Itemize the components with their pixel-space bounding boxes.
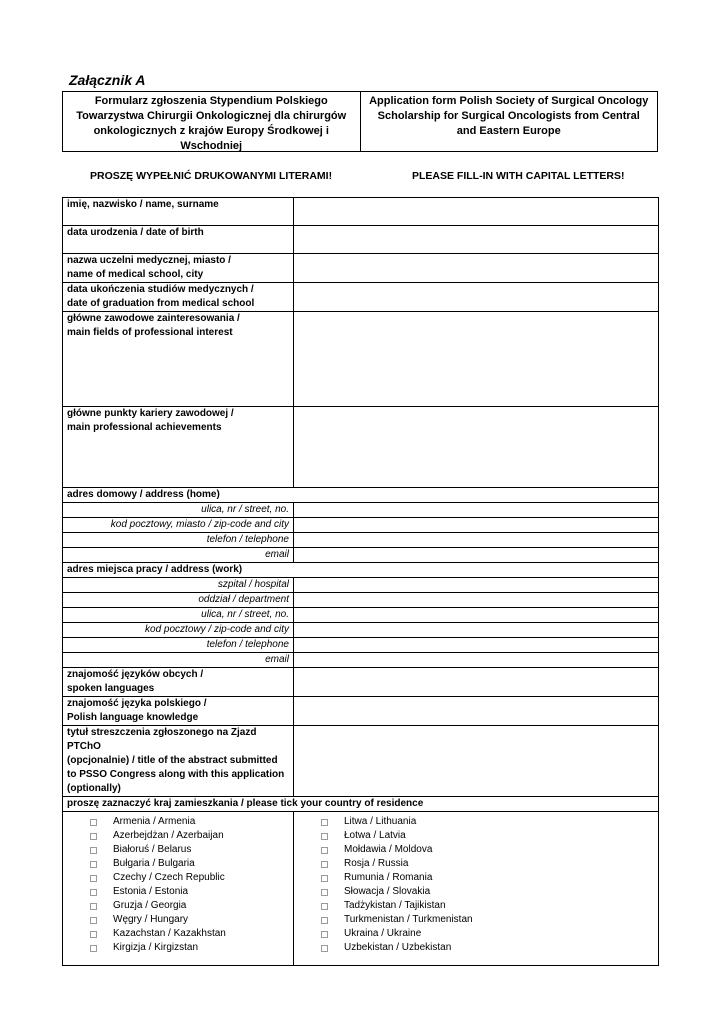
checkbox-icon[interactable] bbox=[321, 903, 328, 910]
country-option[interactable]: Estonia / Estonia bbox=[63, 885, 293, 899]
country-option[interactable]: Kazachstan / Kazakhstan bbox=[63, 927, 293, 941]
work-zip-label: kod pocztowy / zip-code and city bbox=[63, 623, 294, 638]
home-phone-label: telefon / telephone bbox=[63, 533, 294, 548]
graduation-label: data ukończenia studiów medycznych / date of graduation from medical school bbox=[63, 283, 294, 312]
checkbox-icon[interactable] bbox=[321, 861, 328, 868]
work-hospital-input[interactable] bbox=[294, 578, 659, 593]
country-option[interactable]: Bułgaria / Bulgaria bbox=[63, 857, 293, 871]
country-option[interactable]: Rumunia / Romania bbox=[294, 871, 658, 885]
work-email-label: email bbox=[63, 653, 294, 668]
dob-input[interactable] bbox=[294, 226, 659, 254]
school-label: nazwa uczelni medycznej, miasto / name of medical school, city bbox=[63, 254, 294, 283]
instruction-english: PLEASE FILL-IN WITH CAPITAL LETTERS! bbox=[412, 170, 625, 182]
home-email-input[interactable] bbox=[294, 548, 659, 563]
application-form-table bbox=[62, 197, 659, 966]
home-street-input[interactable] bbox=[294, 503, 659, 518]
dob-label: data urodzenia / date of birth bbox=[63, 226, 294, 254]
home-zip-input[interactable] bbox=[294, 518, 659, 533]
checkbox-icon[interactable] bbox=[321, 889, 328, 896]
country-option[interactable]: Tadżykistan / Tajikistan bbox=[294, 899, 658, 913]
work-zip-input[interactable] bbox=[294, 623, 659, 638]
interest-input[interactable] bbox=[294, 312, 659, 407]
home-street-label: ulica, nr / street, no. bbox=[63, 503, 294, 518]
polish-knowledge-input[interactable] bbox=[294, 697, 659, 726]
annex-title: Załącznik A bbox=[69, 72, 146, 88]
checkbox-icon[interactable] bbox=[321, 847, 328, 854]
country-option[interactable]: Mołdawia / Moldova bbox=[294, 843, 658, 857]
checkbox-icon[interactable] bbox=[321, 945, 328, 952]
checkbox-icon[interactable] bbox=[90, 903, 97, 910]
abstract-label: tytuł streszczenia zgłoszonego na Zjazd PTChO (opcjonalnie) / title of the abstract submitted to PSSO Congress along with this application (optionally) bbox=[63, 726, 294, 797]
countries-left-column bbox=[63, 812, 294, 966]
home-address-heading: adres domowy / address (home) bbox=[63, 488, 659, 503]
country-option[interactable]: Kirgizja / Kirgizstan bbox=[63, 941, 293, 955]
name-input[interactable] bbox=[294, 198, 659, 226]
career-input[interactable] bbox=[294, 407, 659, 488]
checkbox-icon[interactable] bbox=[321, 833, 328, 840]
countries-right-column bbox=[294, 812, 659, 966]
home-email-label: email bbox=[63, 548, 294, 563]
checkbox-icon[interactable] bbox=[90, 847, 97, 854]
work-department-label: oddział / department bbox=[63, 593, 294, 608]
checkbox-icon[interactable] bbox=[90, 889, 97, 896]
form-header bbox=[62, 91, 658, 152]
graduation-input[interactable] bbox=[294, 283, 659, 312]
checkbox-icon[interactable] bbox=[90, 931, 97, 938]
header-english: Application form Polish Society of Surgical Oncology Scholarship for Surgical Oncologists from Central and Eastern Europe bbox=[369, 95, 649, 137]
polish-knowledge-label: znajomość języka polskiego / Polish language knowledge bbox=[63, 697, 294, 726]
checkbox-icon[interactable] bbox=[90, 861, 97, 868]
country-option[interactable]: Uzbekistan / Uzbekistan bbox=[294, 941, 658, 955]
checkbox-icon[interactable] bbox=[321, 875, 328, 882]
home-phone-input[interactable] bbox=[294, 533, 659, 548]
checkbox-icon[interactable] bbox=[321, 931, 328, 938]
checkbox-icon[interactable] bbox=[90, 819, 97, 826]
country-prompt: proszę zaznaczyć kraj zamieszkania / please tick your country of residence bbox=[63, 797, 659, 812]
work-department-input[interactable] bbox=[294, 593, 659, 608]
checkbox-icon[interactable] bbox=[90, 833, 97, 840]
country-option[interactable]: Słowacja / Slovakia bbox=[294, 885, 658, 899]
checkbox-icon[interactable] bbox=[321, 917, 328, 924]
languages-label: znajomość języków obcych / spoken languages bbox=[63, 668, 294, 697]
work-address-heading: adres miejsca pracy / address (work) bbox=[63, 563, 659, 578]
country-option[interactable]: Ukraina / Ukraine bbox=[294, 927, 658, 941]
country-option[interactable]: Turkmenistan / Turkmenistan bbox=[294, 913, 658, 927]
checkbox-icon[interactable] bbox=[321, 819, 328, 826]
instruction-polish: PROSZĘ WYPEŁNIĆ DRUKOWANYMI LITERAMI! bbox=[90, 170, 333, 182]
country-option[interactable]: Rosja / Russia bbox=[294, 857, 658, 871]
interest-label: główne zawodowe zainteresowania / main fields of professional interest bbox=[63, 312, 294, 407]
checkbox-icon[interactable] bbox=[90, 875, 97, 882]
languages-input[interactable] bbox=[294, 668, 659, 697]
abstract-input[interactable] bbox=[294, 726, 659, 797]
work-street-input[interactable] bbox=[294, 608, 659, 623]
country-option[interactable]: Czechy / Czech Republic bbox=[63, 871, 293, 885]
country-option[interactable]: Azerbejdżan / Azerbaijan bbox=[63, 829, 293, 843]
country-option[interactable]: Węgry / Hungary bbox=[63, 913, 293, 927]
work-phone-input[interactable] bbox=[294, 638, 659, 653]
work-email-input[interactable] bbox=[294, 653, 659, 668]
checkbox-icon[interactable] bbox=[90, 945, 97, 952]
country-option[interactable]: Armenia / Armenia bbox=[63, 815, 293, 829]
home-zip-label: kod pocztowy, miasto / zip-code and city bbox=[63, 518, 294, 533]
work-hospital-label: szpital / hospital bbox=[63, 578, 294, 593]
school-input[interactable] bbox=[294, 254, 659, 283]
country-option[interactable]: Gruzja / Georgia bbox=[63, 899, 293, 913]
career-label: główne punkty kariery zawodowej / main professional achievements bbox=[63, 407, 294, 488]
work-street-label: ulica, nr / street, no. bbox=[63, 608, 294, 623]
country-option[interactable]: Łotwa / Latvia bbox=[294, 829, 658, 843]
name-label: imię, nazwisko / name, surname bbox=[63, 198, 294, 226]
country-option[interactable]: Białoruś / Belarus bbox=[63, 843, 293, 857]
header-polish: Formularz zgłoszenia Stypendium Polskiego Towarzystwa Chirurgii Onkologicznej dla chirurgów onkologicznych z krajów Europy Środkowej i Wschodniej bbox=[63, 92, 361, 151]
checkbox-icon[interactable] bbox=[90, 917, 97, 924]
country-option[interactable]: Litwa / Lithuania bbox=[294, 815, 658, 829]
work-phone-label: telefon / telephone bbox=[63, 638, 294, 653]
